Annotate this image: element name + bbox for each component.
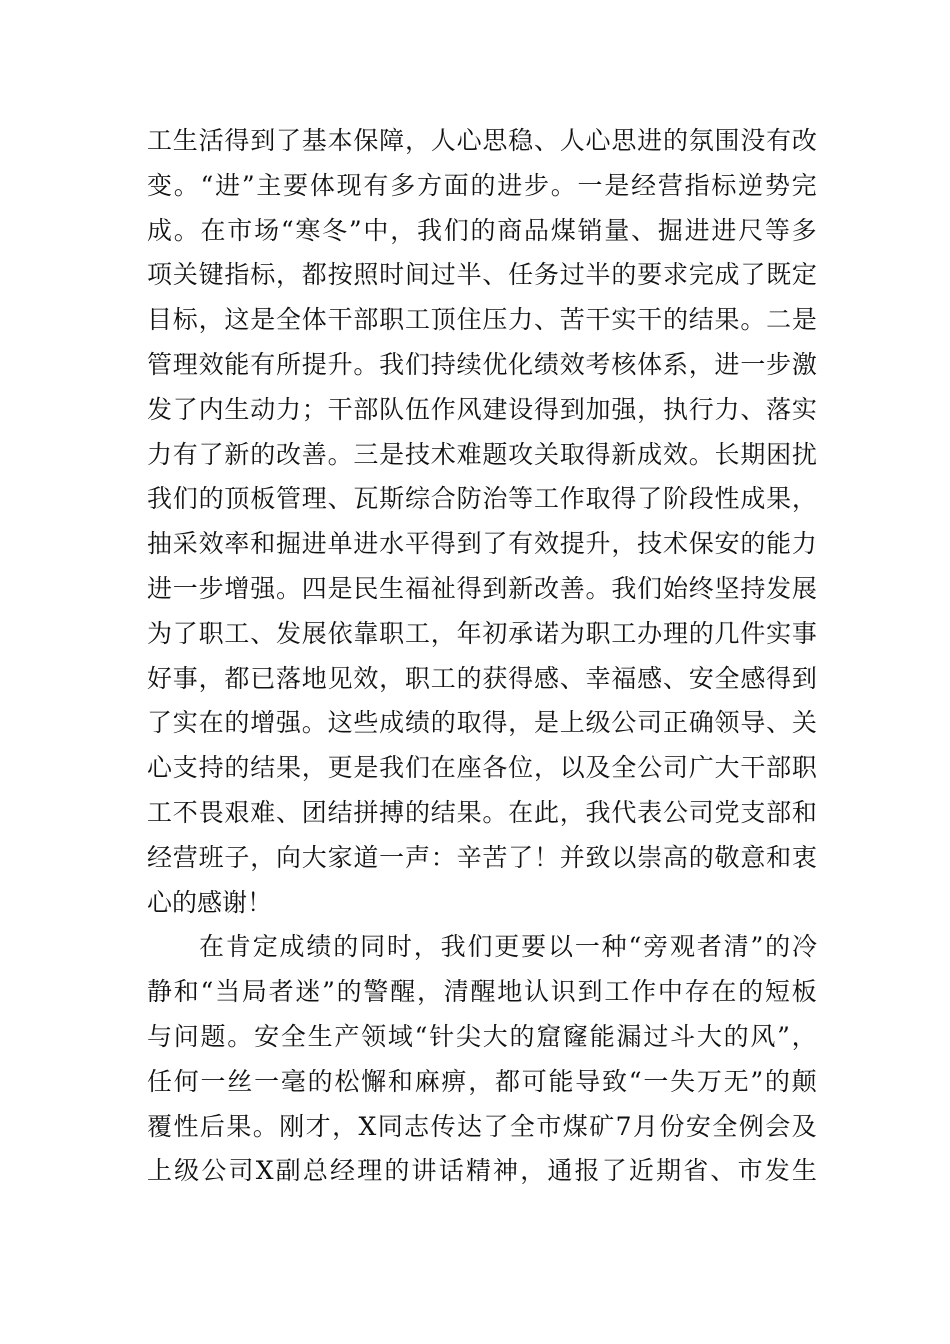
text-line: 在 肯 定 成 绩 的 同 时 ， 我 们 更 要 以 一 种 “ 旁 观 者 清 ” 的 冷 xyxy=(199,932,817,962)
text-line: 抽 采 效 率 和 掘 进 单 进 水 平 得 到 了 有 效 提 升 ， 技 术 保 安 的 能 力 xyxy=(147,529,817,559)
text-line: 了 实 在 的 增 强 。 这 些 成 绩 的 取 得 ， 是 上 级 公 司 正 确 领 导 、 关 xyxy=(147,708,817,738)
text-line: 力 有 了 新 的 改 善 。 三 是 技 术 难 题 攻 关 取 得 新 成 效 。 长 期 困 扰 xyxy=(147,439,817,469)
text-line: 目 标 ， 这 是 全 体 干 部 职 工 顶 住 压 力 、 苦 干 实 干 的 结 果 。 二 是 xyxy=(147,305,817,335)
text-line: 工 不 畏 艰 难 、 团 结 拼 搏 的 结 果 。 在 此 ， 我 代 表 公 司 党 支 部 和 xyxy=(147,797,817,827)
text-line: 项 关 键 指 标 ， 都 按 照 时 间 过 半 、 任 务 过 半 的 要 求 完 成 了 既 定 xyxy=(147,260,817,290)
text-line: 经 营 班 子 ， 向 大 家 道 一 声 ： 辛 苦 了 ！ 并 致 以 崇 高 的 敬 意 和 衷 xyxy=(147,842,817,872)
text-line: 覆 性 后 果 。 刚 才 ， X 同 志 传 达 了 全 市 煤 矿 7 月 份 安 全 例 会 及 xyxy=(147,1111,817,1141)
text-line: 与 问 题 。 安 全 生 产 领 域 “ 针 尖 大 的 窟 窿 能 漏 过 斗 大 的 风 ” ， xyxy=(147,1021,817,1051)
text-line: 上 级 公 司 X 副 总 经 理 的 讲 话 精 神 ， 通 报 了 近 期 省 、 市 发 生 xyxy=(147,1156,817,1186)
text-line: 成 。 在 市 场 “ 寒 冬 ” 中 ， 我 们 的 商 品 煤 销 量 、 掘 进 进 尺 等 多 xyxy=(147,215,817,245)
text-line: 管 理 效 能 有 所 提 升 。 我 们 持 续 优 化 绩 效 考 核 体 系 ， 进 一 步 激 xyxy=(147,349,817,379)
text-line: 我 们 的 顶 板 管 理 、 瓦 斯 综 合 防 治 等 工 作 取 得 了 阶 段 性 成 果 ， xyxy=(147,484,817,514)
text-line: 进 一 步 增 强 。 四 是 民 生 福 祉 得 到 新 改 善 。 我 们 始 终 坚 持 发 展 xyxy=(147,573,817,603)
text-line: 心的感谢！ xyxy=(147,887,273,917)
document-body xyxy=(147,119,817,1194)
text-line: 心 支 持 的 结 果 ， 更 是 我 们 在 座 各 位 ， 以 及 全 公 司 广 大 干 部 职 xyxy=(147,753,817,783)
text-line: 变 。 “ 进 ” 主 要 体 现 有 多 方 面 的 进 步 。 一 是 经 营 指 标 逆 势 完 xyxy=(147,170,817,200)
text-line: 为 了 职 工 、 发 展 依 靠 职 工 ， 年 初 承 诺 为 职 工 办 理 的 几 件 实 事 xyxy=(147,618,817,648)
text-line: 好 事 ， 都 已 落 地 见 效 ， 职 工 的 获 得 感 、 幸 福 感 、 安 全 感 得 到 xyxy=(147,663,817,693)
text-line: 发 了 内 生 动 力 ； 干 部 队 伍 作 风 建 设 得 到 加 强 ， 执 行 力 、 落 实 xyxy=(147,394,817,424)
text-line: 工 生 活 得 到 了 基 本 保 障 ， 人 心 思 稳 、 人 心 思 进 的 氛 围 没 有 改 xyxy=(147,126,817,155)
text-line: 任 何 一 丝 一 毫 的 松 懈 和 麻 痹 ， 都 可 能 导 致 “ 一 失 万 无 ” 的 颠 xyxy=(147,1066,817,1096)
text-line: 静 和 “ 当 局 者 迷 ” 的 警 醒 ， 清 醒 地 认 识 到 工 作 中 存 在 的 短 板 xyxy=(147,977,817,1007)
